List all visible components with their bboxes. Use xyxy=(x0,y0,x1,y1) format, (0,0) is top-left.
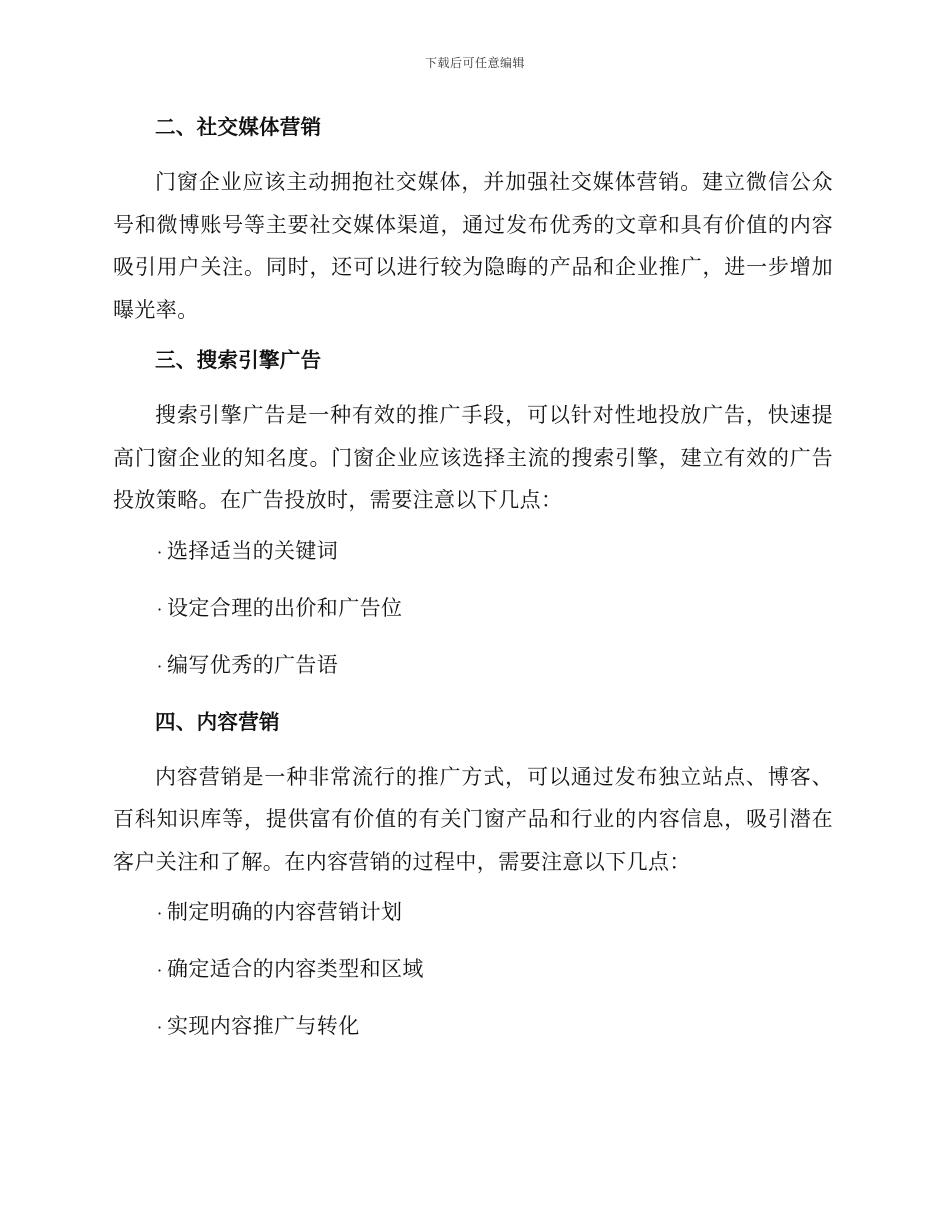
list-item-text: 选择适当的关键词 xyxy=(167,538,339,563)
section-paragraph: 内容营销是一种非常流行的推广方式，可以通过发布独立站点、博客、百科知识库等，提供富有价值的有关门窗产品和行业的内容信息，吸引潜在客户关注和了解。在内容营销的过程中，需要注意以下几点： xyxy=(113,764,833,874)
list-item xyxy=(113,534,833,570)
list-item-text: 制定明确的内容营销计划 xyxy=(167,900,403,924)
section-heading: 三、搜索引擎广告 xyxy=(155,348,322,372)
list-item-text: 实现内容推广与转化 xyxy=(167,1014,360,1038)
list-item xyxy=(113,648,833,684)
list-item xyxy=(113,1009,833,1045)
list-item xyxy=(113,591,833,627)
bullet-marker: · xyxy=(157,961,163,980)
bullet-marker: · xyxy=(157,1018,163,1037)
section-paragraph: 搜索引擎广告是一种有效的推广手段，可以针对性地投放广告，快速提高门窗企业的知名度。门窗企业应该选择主流的搜索引擎，建立有效的广告投放策略。在广告投放时，需要注意以下几点： xyxy=(113,403,833,512)
section-heading: 二、社交媒体营销 xyxy=(155,115,322,139)
bullet-marker: · xyxy=(157,542,163,562)
list-item xyxy=(113,895,833,931)
section-paragraph: 门窗企业应该主动拥抱社交媒体，并加强社交媒体营销。建立微信公众号和微博账号等主要社交媒体渠道，通过发布优秀的文章和具有价值的内容吸引用户关注。同时，还可以进行较为隐晦的产品和企业推广，进一步增加曝光率。 xyxy=(113,170,833,322)
page-header: 下载后可任意编辑 xyxy=(424,56,525,70)
list-item-text: 设定合理的出价和广告位 xyxy=(167,595,403,620)
bullet-marker: · xyxy=(157,904,163,923)
section-heading: 四、内容营销 xyxy=(155,709,280,734)
bullet-marker: · xyxy=(157,656,163,676)
list-item-text: 编写优秀的广告语 xyxy=(167,652,339,677)
document-body xyxy=(113,110,833,1066)
bullet-marker: · xyxy=(157,599,163,619)
section-content-marketing xyxy=(113,705,833,1046)
list-item-text: 确定适合的内容类型和区域 xyxy=(167,957,424,981)
list-item xyxy=(113,952,833,988)
section-search-ads xyxy=(113,343,833,684)
section-social-media xyxy=(113,110,833,331)
